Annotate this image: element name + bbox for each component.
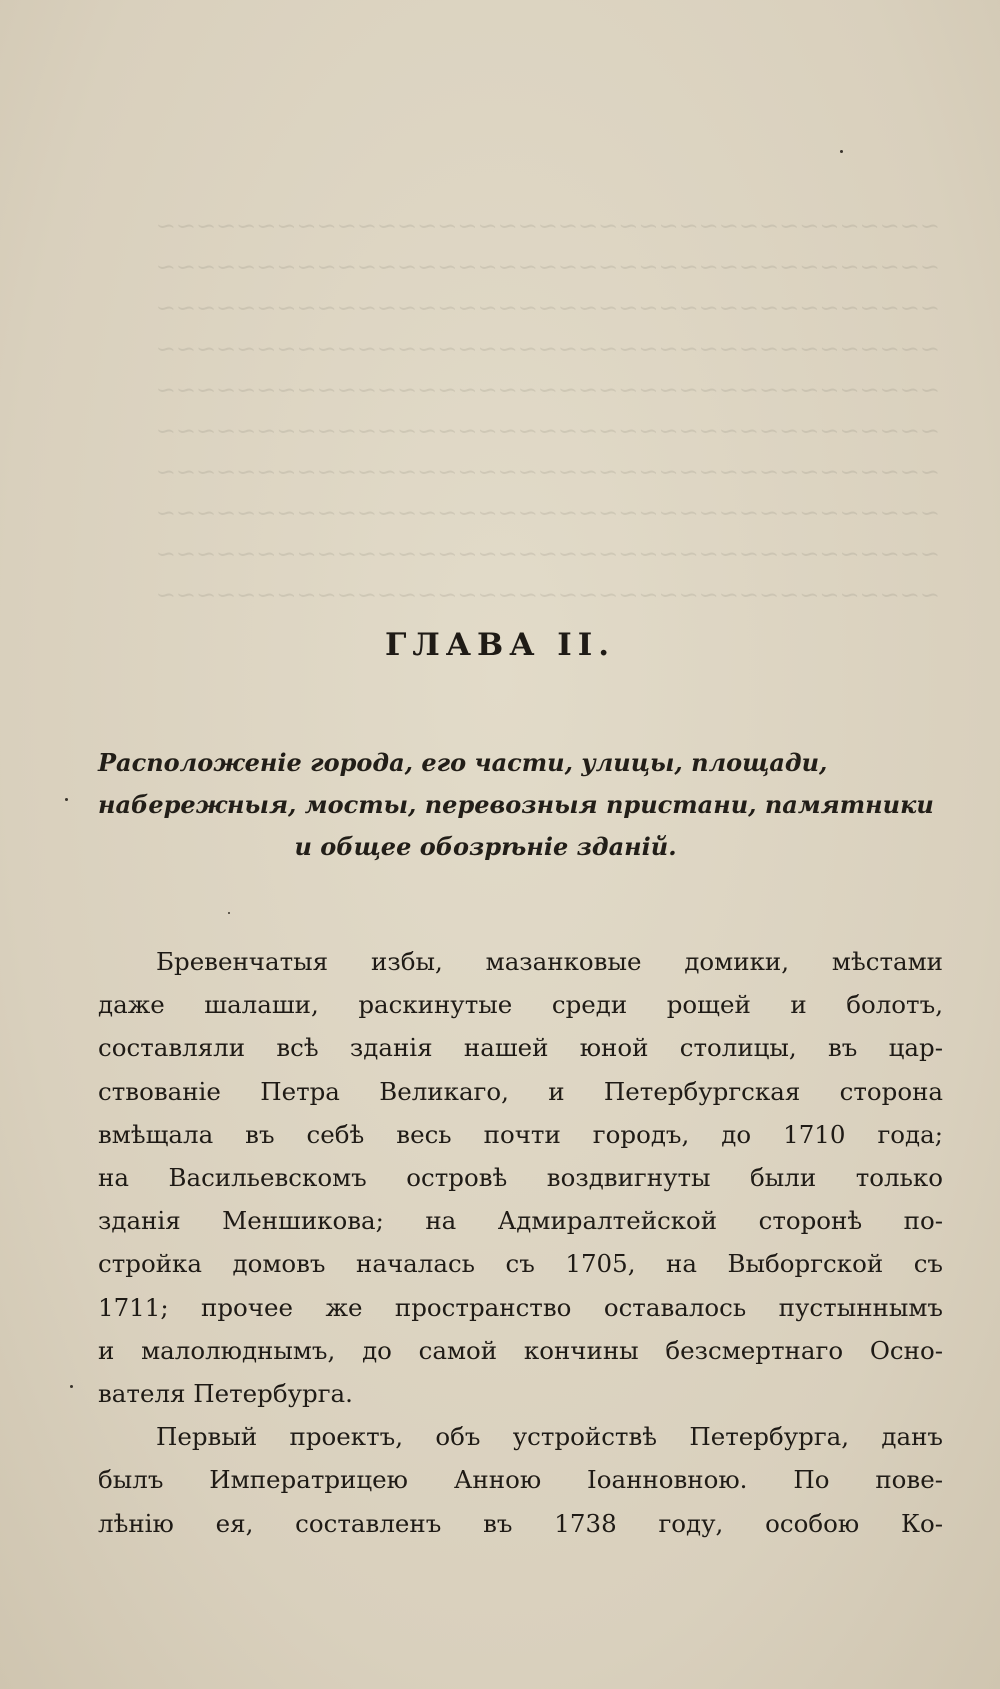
text-line: Первый проектъ, объ устройствѣ Петербурга, данъ: [156, 1422, 943, 1452]
text-line: составляли всѣ зданiя нашей юной столицы, въ цар-: [98, 1033, 943, 1063]
paragraph-2: [98, 1415, 943, 1545]
text-line: вмѣщала въ себѣ весь почти городъ, до 1710 года;: [98, 1119, 943, 1149]
paragraph-1: [98, 940, 943, 1415]
text-line: лѣнiю ея, составленъ въ 1738 году, особою Ко-: [98, 1508, 943, 1538]
text-line: и малолюднымъ, до самой кончины безсмертнаго Осно-: [98, 1335, 943, 1365]
ink-speck: [840, 150, 843, 153]
body-text: [98, 940, 943, 1545]
text-line: былъ Императрицею Анною Iоанновною. По пове-: [98, 1465, 943, 1495]
subtitle-line: Расположенiе города, его части, улицы, площади,: [98, 748, 828, 777]
text-line: вателя Петербурга.: [98, 1379, 353, 1409]
subtitle-line: набережныя, мосты, перевозныя пристани, памятники: [98, 790, 934, 819]
text-line: на Васильевскомъ островѣ воздвигнуты были только: [98, 1163, 943, 1193]
text-line: 1711; прочее же пространство оставалось пустыннымъ: [98, 1292, 943, 1322]
ink-speck: [65, 798, 68, 801]
text-line: зданiя Меншикова; на Адмиралтейской сторонѣ по-: [98, 1206, 943, 1236]
bleed-through-text: ~~~~~~~~~~~~~~~~~~~~~~~~~~~~~~~~~~~~~~~ ~~~~~~~~~~~~~~~~~~~~~~~~~~~~~~~~~~~~~~~ ~~~~~~~~~~~~~~~~~~~~~~~~~~~~~~~~~~~~~~~ ~~~~~~~~~~~~~~~~~~~~~~~~~~~~~~~~~~~~~~~ ~~~~~~~~~~~~~~~~~~~~~~~~~~~~~~~~~~~~~~~ ~~~~~~~~~~~~~~~~~~~~~~~~~~~~~~~~~~~~~~~ ~~~~~~~~~~~~~~~~~~~~~~~~~~~~~~~~~~~~~~~ ~~~~~~~~~~~~~~~~~~~~~~~~~~~~~~~~~~~~~~~ ~~~~~~~~~~~~~~~~~~~~~~~~~~~~~~~~~~~~~~~ ~~~~~~~~~~~~~~~~~~~~~~~~~~~~~~~~~~~~~~~: [155, 212, 940, 609]
chapter-subtitle: [98, 742, 943, 868]
chapter-title: ГЛАВА II.: [384, 627, 616, 663]
ink-speck: [70, 1385, 73, 1388]
text-line: Бревенчатыя избы, мазанковые домики, мѣстами: [156, 947, 943, 976]
ink-speck: [228, 912, 230, 914]
text-line: стройка домовъ началась съ 1705, на Выборгской съ: [98, 1249, 943, 1279]
subtitle-line: и общее обозрѣнiе зданiй.: [294, 832, 677, 861]
text-line: даже шалаши, раскинутые среди рощей и болотъ,: [98, 990, 943, 1020]
text-line: ствованiе Петра Великаго, и Петербургская сторона: [98, 1076, 943, 1106]
